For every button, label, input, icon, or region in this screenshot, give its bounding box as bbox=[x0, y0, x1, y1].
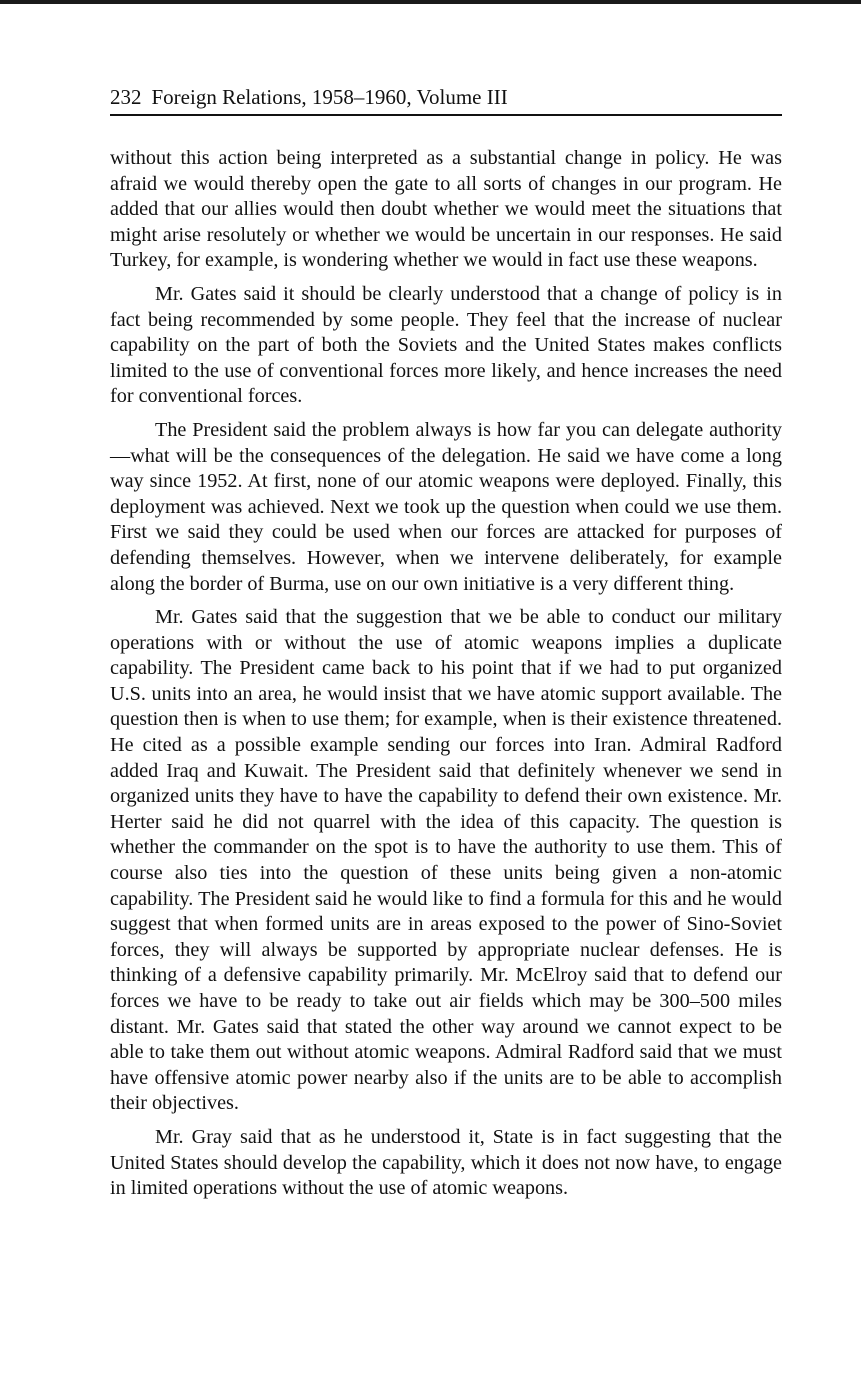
paragraph-gates-duplicate-capability: Mr. Gates said that the suggestion that we be able to conduct our military operations with or without the use of atomic weapons implies a duplicate capability. The President came back to his point that if we had to put organized U.S. units into an area, he would insist that we have atomic support available. The question then is when to use them; for example, when is their existence threatened. He cited as a possible example sending our forces into Iran. Admiral Radford added Iraq and Kuwait. The President said that definitely whenever we send in organized units they have to have the capability to defend their own existence. Mr. Herter said he did not quarrel with the idea of this capacity. The question is whether the commander on the spot is to have the authority to use them. This of course also ties into the question of these units being given a non-atomic capability. The President said he would like to find a formula for this and he would suggest that when formed units are in areas exposed to the power of Sino-Soviet forces, they will always be supported by appropriate nuclear defenses. He is thinking of a defensive capability primarily. Mr. McElroy said that to defend our forces we have to be ready to take out air fields which may be 300–500 miles distant. Mr. Gates said that stated the other way around we cannot expect to be able to take them out without atomic weapons. Admiral Radford said that we must have offensive atomic power nearby also if the units are to be able to accomplish their objectives. bbox=[110, 606, 782, 1115]
page-number: 232 bbox=[110, 85, 142, 109]
page-body bbox=[110, 146, 782, 1202]
top-edge-rule bbox=[0, 0, 861, 4]
paragraph-gray-state-suggestion: Mr. Gray said that as he understood it, State is in fact suggesting that the United States should develop the capability, which it does not now have, to engage in limited operations without the use of atomic weapons. bbox=[110, 1125, 782, 1200]
paragraph-continued: without this action being interpreted as a substantial change in policy. He was afraid we would thereby open the gate to all sorts of changes in our program. He added that our allies would then doubt whether we would meet the situations that might arise resolutely or whether we would be uncertain in our responses. He said Turkey, for example, is wondering whether we would in fact use these weapons. bbox=[110, 147, 782, 272]
running-header bbox=[110, 84, 782, 116]
paragraph-gates-policy-change: Mr. Gates said it should be clearly understood that a change of policy is in fact being recommended by some people. They feel that the increase of nuclear capability on the part of both the Soviets and the United States makes conflicts limited to the use of conventional forces more likely, and hence increases the need for conventional forces. bbox=[110, 282, 782, 408]
running-title: Foreign Relations, 1958–1960, Volume III bbox=[151, 85, 508, 109]
paragraph-president-delegation: The President said the problem always is how far you can delegate authority—what will be the consequences of the delegation. He said we have come a long way since 1952. At first, none of our atomic weapons were deployed. Finally, this deployment was achieved. Next we took up the question when could we use them. First we said they could be used when our forces are attacked for purposes of defending themselves. However, when we intervene deliberately, for example along the border of Burma, use on our own initiative is a very different thing. bbox=[110, 418, 782, 595]
